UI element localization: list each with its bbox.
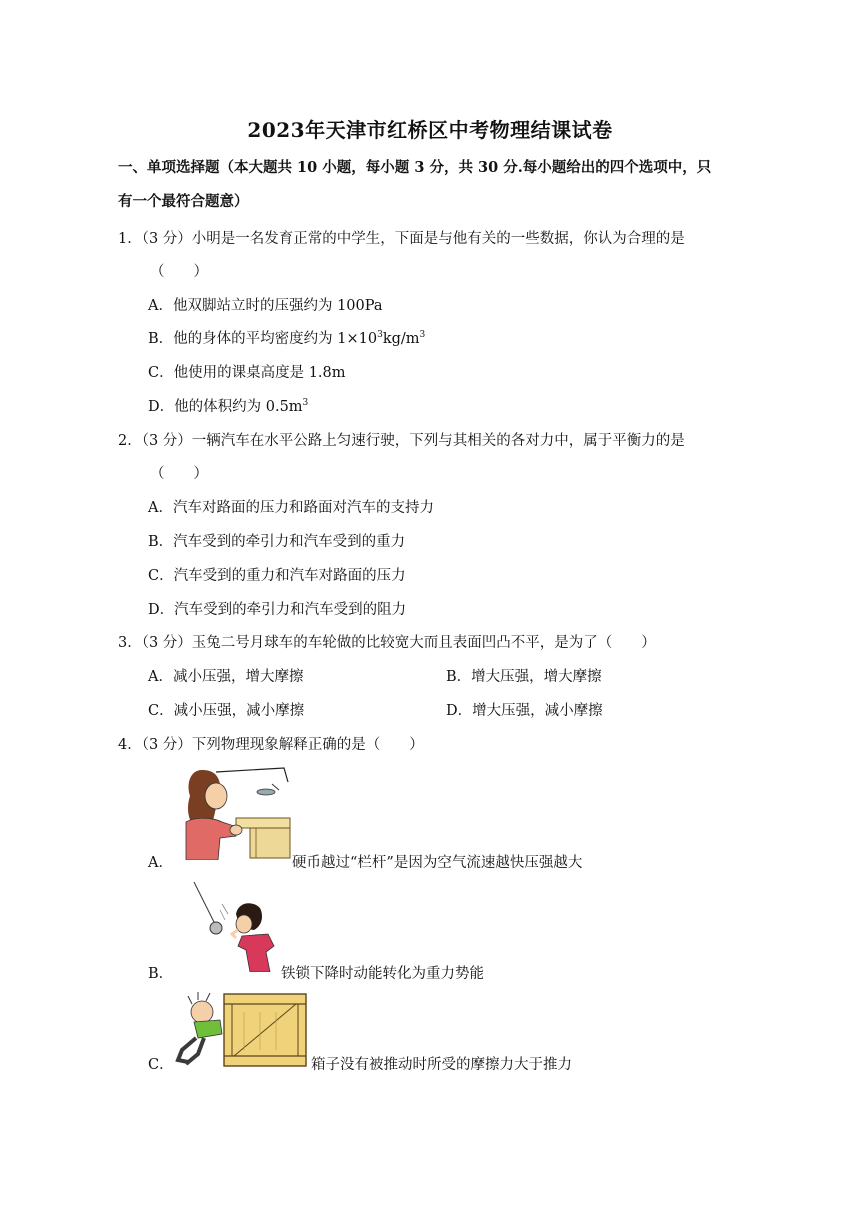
question-1-stem: 1．（3 分）小明是一名发育正常的中学生，下面是与他有关的一些数据，你认为合理的是	[118, 231, 685, 247]
question-1-option-b: B．他的身体的平均密度约为 $1\times 10^3kg/m^3$	[148, 330, 426, 347]
question-4-option-a-text: 硬币越过“栏杆”是因为空气流速越快压强越大	[292, 855, 583, 871]
pushing-crate-illustration	[174, 990, 310, 1068]
question-2-option-d: D．汽车受到的牵引力和汽车受到的阻力	[148, 602, 407, 618]
question-3-option-b: B．增大压强，增大摩擦	[446, 669, 602, 685]
question-3-option-c: C．减小压强，减小摩擦	[148, 703, 305, 719]
question-3-stem: 3．（3 分）玉兔二号月球车的车轮做的比较宽大而且表面凹凸不平，是为了（ ）	[118, 635, 656, 651]
question-2-option-a: A．汽车对路面的压力和路面对汽车的支持力	[148, 500, 434, 516]
question-3-option-d: D．增大压强，减小摩擦	[446, 703, 603, 719]
question-2-stem: 2．（3 分）一辆汽车在水平公路上匀速行驶，下列与其相关的各对力中，属于平衡力的是	[118, 433, 685, 449]
question-4-option-c-label: C．	[148, 1057, 174, 1073]
question-2-option-b: B．汽车受到的牵引力和汽车受到的重力	[148, 534, 406, 550]
question-4-option-b-label: B．	[148, 966, 174, 982]
exam-title: 2023年天津市红桥区中考物理结课试卷	[247, 118, 613, 142]
question-2-option-c: C．汽车受到的重力和汽车对路面的压力	[148, 568, 406, 584]
swinging-lock-illustration	[192, 880, 282, 972]
question-1-option-d: D．他的体积约为 $0.5m^3$	[148, 398, 309, 415]
section-heading-line1: 一、单项选择题（本大题共 10 小题，每小题 3 分，共 30 分.每小题给出的四个选项中，只	[118, 159, 712, 176]
question-1-option-a: A．他双脚站立时的压强约为 100Pa	[148, 298, 383, 314]
question-4-stem: 4．（3 分）下列物理现象解释正确的是（ ）	[118, 737, 424, 753]
question-4-option-a-label: A．	[148, 855, 173, 871]
section-heading-line2: 有一个最符合题意）	[118, 193, 249, 210]
question-4-option-c-text: 箱子没有被推动时所受的摩擦力大于推力	[311, 1057, 572, 1073]
question-1-option-c: C．他使用的课桌高度是 1.8m	[148, 365, 346, 381]
coin-blowing-illustration	[176, 764, 292, 860]
question-2-blank: （ ）	[150, 466, 208, 482]
question-3-option-a: A．减小压强，增大摩擦	[148, 669, 304, 685]
question-1-blank: （ ）	[150, 264, 208, 280]
question-4-option-b-text: 铁锁下降时动能转化为重力势能	[281, 966, 484, 982]
